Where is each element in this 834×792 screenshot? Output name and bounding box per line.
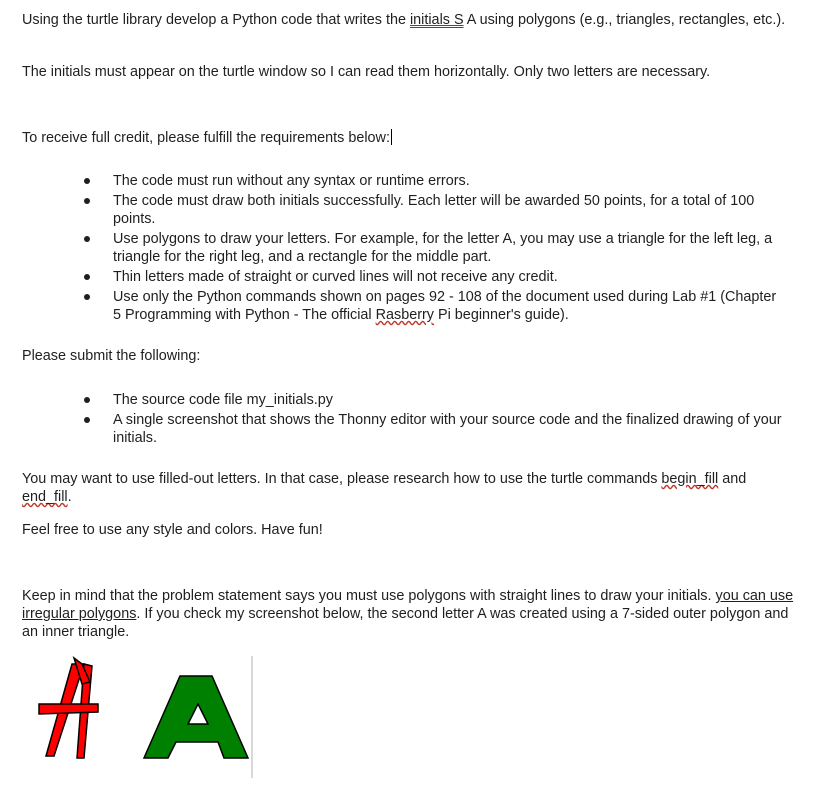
requirement-text: Thin letters made of straight or curved lines will not receive any credit. (113, 269, 558, 285)
requirement-text-end: Pi beginner's guide). (434, 307, 569, 323)
task-text-end: A using polygons (e.g., triangles, rectangles, etc.). (463, 12, 786, 28)
list-item (84, 268, 784, 286)
initials-screenshot (36, 656, 256, 780)
bullet-icon (84, 397, 90, 403)
bullet-icon (84, 417, 90, 423)
bullet-icon (84, 236, 90, 242)
bullet-icon (84, 198, 90, 204)
misspelled-word: Rasberry (375, 307, 435, 323)
begin-fill-command: begin_fill (661, 471, 719, 487)
submit-item-text: The source code file my_initials.py (113, 392, 333, 408)
requirements-list (84, 172, 784, 326)
list-item (84, 288, 784, 324)
initials-word: initials S (409, 12, 464, 28)
red-letter-a (39, 658, 98, 758)
keep-in-mind-paragraph (22, 587, 802, 641)
submit-item-text: A single screenshot that shows the Thonny editor with your source code and the finalized drawing of your initials. (113, 412, 782, 446)
style-note: Feel free to use any style and colors. Have fun! (22, 522, 323, 538)
filled-letters-paragraph (22, 470, 792, 506)
filled-text-end: . (67, 489, 72, 505)
text-cursor (391, 129, 392, 145)
bullet-icon (84, 294, 90, 300)
task-paragraph (22, 11, 802, 29)
submit-list (84, 391, 784, 449)
requirement-text: Use polygons to draw your letters. For example, for the letter A, you may use a triangle for the left leg, a triangle for the right leg, and a rectangle for the middle part. (113, 231, 773, 265)
green-letter-a (144, 676, 248, 758)
filled-text-middle: and (718, 471, 747, 487)
read-note: The initials must appear on the turtle window so I can read them horizontally. Only two letters are necessary. (22, 64, 711, 80)
task-text: Using the turtle library develop a Python code that writes the (22, 12, 410, 28)
submit-heading: Please submit the following: (22, 348, 201, 364)
requirement-text: The code must draw both initials successfully. Each letter will be awarded 50 points, for a total of 100 points. (113, 193, 755, 227)
keep-text: Keep in mind that the problem statement says you must use polygons with straight lines to draw your initials. (22, 588, 716, 604)
irregular-polygons-link[interactable]: you can use irregular polygons (22, 588, 794, 622)
list-item (84, 391, 784, 409)
bullet-icon (84, 274, 90, 280)
bullet-icon (84, 178, 90, 184)
initials-drawing (36, 656, 250, 780)
screenshot-divider (251, 656, 253, 778)
credit-heading (22, 129, 802, 147)
keep-text-end: . If you check my screenshot below, the second letter A was created using a 7-sided outer polygon and an inner triangle. (22, 606, 789, 640)
requirement-text: Use only the Python commands shown on pages 92 - 108 of the document used during Lab #1 (Chapter 5 Programming with Python - The official (113, 289, 777, 323)
requirement-text: The code must run without any syntax or runtime errors. (113, 173, 470, 189)
red-a-crossbar (39, 704, 98, 714)
list-item (84, 172, 784, 190)
list-item (84, 192, 784, 228)
credit-heading-text: To receive full credit, please fulfill the requirements below: (22, 130, 390, 146)
end-fill-command: end_fill (22, 489, 68, 505)
list-item (84, 230, 784, 266)
filled-text: You may want to use filled-out letters. In that case, please research how to use the turtle commands (22, 471, 662, 487)
list-item (84, 411, 784, 447)
